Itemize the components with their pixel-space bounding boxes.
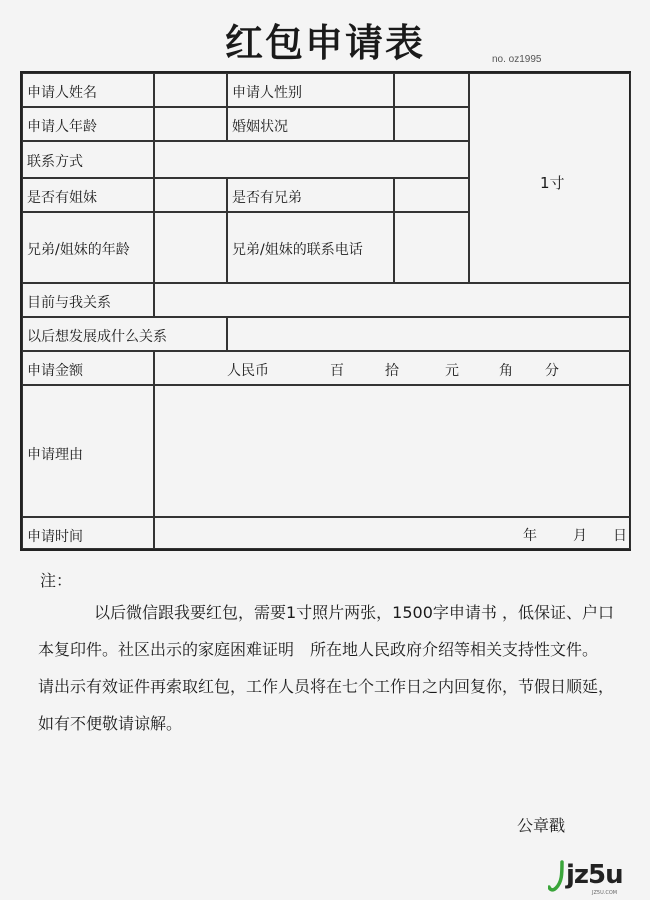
marital-status-label: 婚姻状况 bbox=[232, 119, 288, 135]
contact-field[interactable] bbox=[154, 141, 469, 178]
has-sisters-field[interactable] bbox=[154, 178, 227, 212]
future-relation-field[interactable] bbox=[227, 317, 631, 351]
siblings-phone-label: 兄弟/姐妹的联系电话 bbox=[232, 242, 363, 258]
siblings-age-label: 兄弟/姐妹的年龄 bbox=[27, 242, 130, 258]
has-brothers-label: 是否有兄弟 bbox=[232, 190, 302, 206]
date-unit-year: 年 bbox=[523, 528, 537, 544]
current-relation-label: 目前与我关系 bbox=[27, 295, 111, 311]
applicant-gender-label: 申请人性别 bbox=[232, 85, 302, 101]
label-cell-sisters bbox=[22, 178, 154, 212]
contact-label: 联系方式 bbox=[27, 154, 83, 170]
date-unit-day: 日 bbox=[613, 528, 627, 544]
amount-label: 申请金额 bbox=[27, 363, 83, 379]
form-title: 红包申请表 bbox=[224, 20, 425, 65]
amount-unit-hundred: 百 bbox=[330, 363, 344, 379]
label-cell-time bbox=[22, 517, 154, 549]
note-title: 注： bbox=[40, 571, 73, 590]
watermark-site: JZ5U.COM bbox=[592, 890, 618, 896]
label-cell-siblings-phone bbox=[227, 212, 394, 283]
label-cell-age bbox=[22, 107, 154, 141]
applicant-gender-field[interactable] bbox=[394, 73, 469, 107]
amount-field[interactable] bbox=[154, 351, 631, 385]
photo-size-label: 1寸 bbox=[540, 174, 565, 192]
has-sisters-label: 是否有姐妹 bbox=[27, 190, 97, 206]
label-cell-amount bbox=[22, 351, 154, 385]
date-unit-month: 月 bbox=[573, 528, 587, 544]
watermark-text: jz5u bbox=[566, 860, 623, 890]
official-seal-label: 公章戳 bbox=[517, 816, 566, 835]
siblings-phone-field[interactable] bbox=[394, 212, 469, 283]
siblings-age-field[interactable] bbox=[154, 212, 227, 283]
marital-status-field[interactable] bbox=[394, 107, 469, 141]
amount-unit-yuan: 元 bbox=[445, 363, 459, 379]
label-cell-future-relation bbox=[22, 317, 227, 351]
applicant-age-field[interactable] bbox=[154, 107, 227, 141]
applicant-age-label: 申请人年龄 bbox=[27, 119, 97, 135]
label-cell-current-relation bbox=[22, 283, 154, 317]
applicant-name-label: 申请人姓名 bbox=[27, 85, 97, 101]
form-table bbox=[20, 71, 631, 551]
photo-box[interactable] bbox=[469, 73, 631, 283]
time-field[interactable] bbox=[154, 517, 631, 549]
amount-unit-jiao: 角 bbox=[499, 363, 513, 379]
leaf-icon bbox=[548, 860, 568, 894]
label-cell-reason bbox=[22, 385, 154, 517]
label-cell-contact bbox=[22, 141, 154, 178]
label-cell-brothers bbox=[227, 178, 394, 212]
future-relation-label: 以后想发展成什么关系 bbox=[27, 329, 167, 345]
time-label: 申请时间 bbox=[27, 529, 83, 545]
applicant-name-field[interactable] bbox=[154, 73, 227, 107]
amount-currency: 人民币 bbox=[227, 363, 269, 379]
note-text: 以后微信跟我要红包，需要1寸照片两张，1500字申请书 ，低保证、户口本复印件。社区出示的家庭困难证明 所在地人民政府介绍等相关支持性文件。 请出示有效证件再索取红包，工作人员将在七个工作日之内回复你，节假日顺延，如有不便敬请谅解。 bbox=[38, 603, 615, 733]
current-relation-field[interactable] bbox=[154, 283, 631, 317]
label-cell-siblings-age bbox=[22, 212, 154, 283]
label-cell-gender bbox=[227, 73, 394, 107]
label-cell-marital bbox=[227, 107, 394, 141]
amount-unit-fen: 分 bbox=[545, 363, 559, 379]
reason-label: 申请理由 bbox=[27, 447, 83, 463]
watermark-logo bbox=[548, 860, 640, 894]
label-cell-name bbox=[22, 73, 154, 107]
reason-field[interactable] bbox=[154, 385, 631, 517]
has-brothers-field[interactable] bbox=[394, 178, 469, 212]
amount-unit-ten: 拾 bbox=[385, 363, 399, 379]
serial-number: no. oz1995 bbox=[492, 54, 542, 65]
